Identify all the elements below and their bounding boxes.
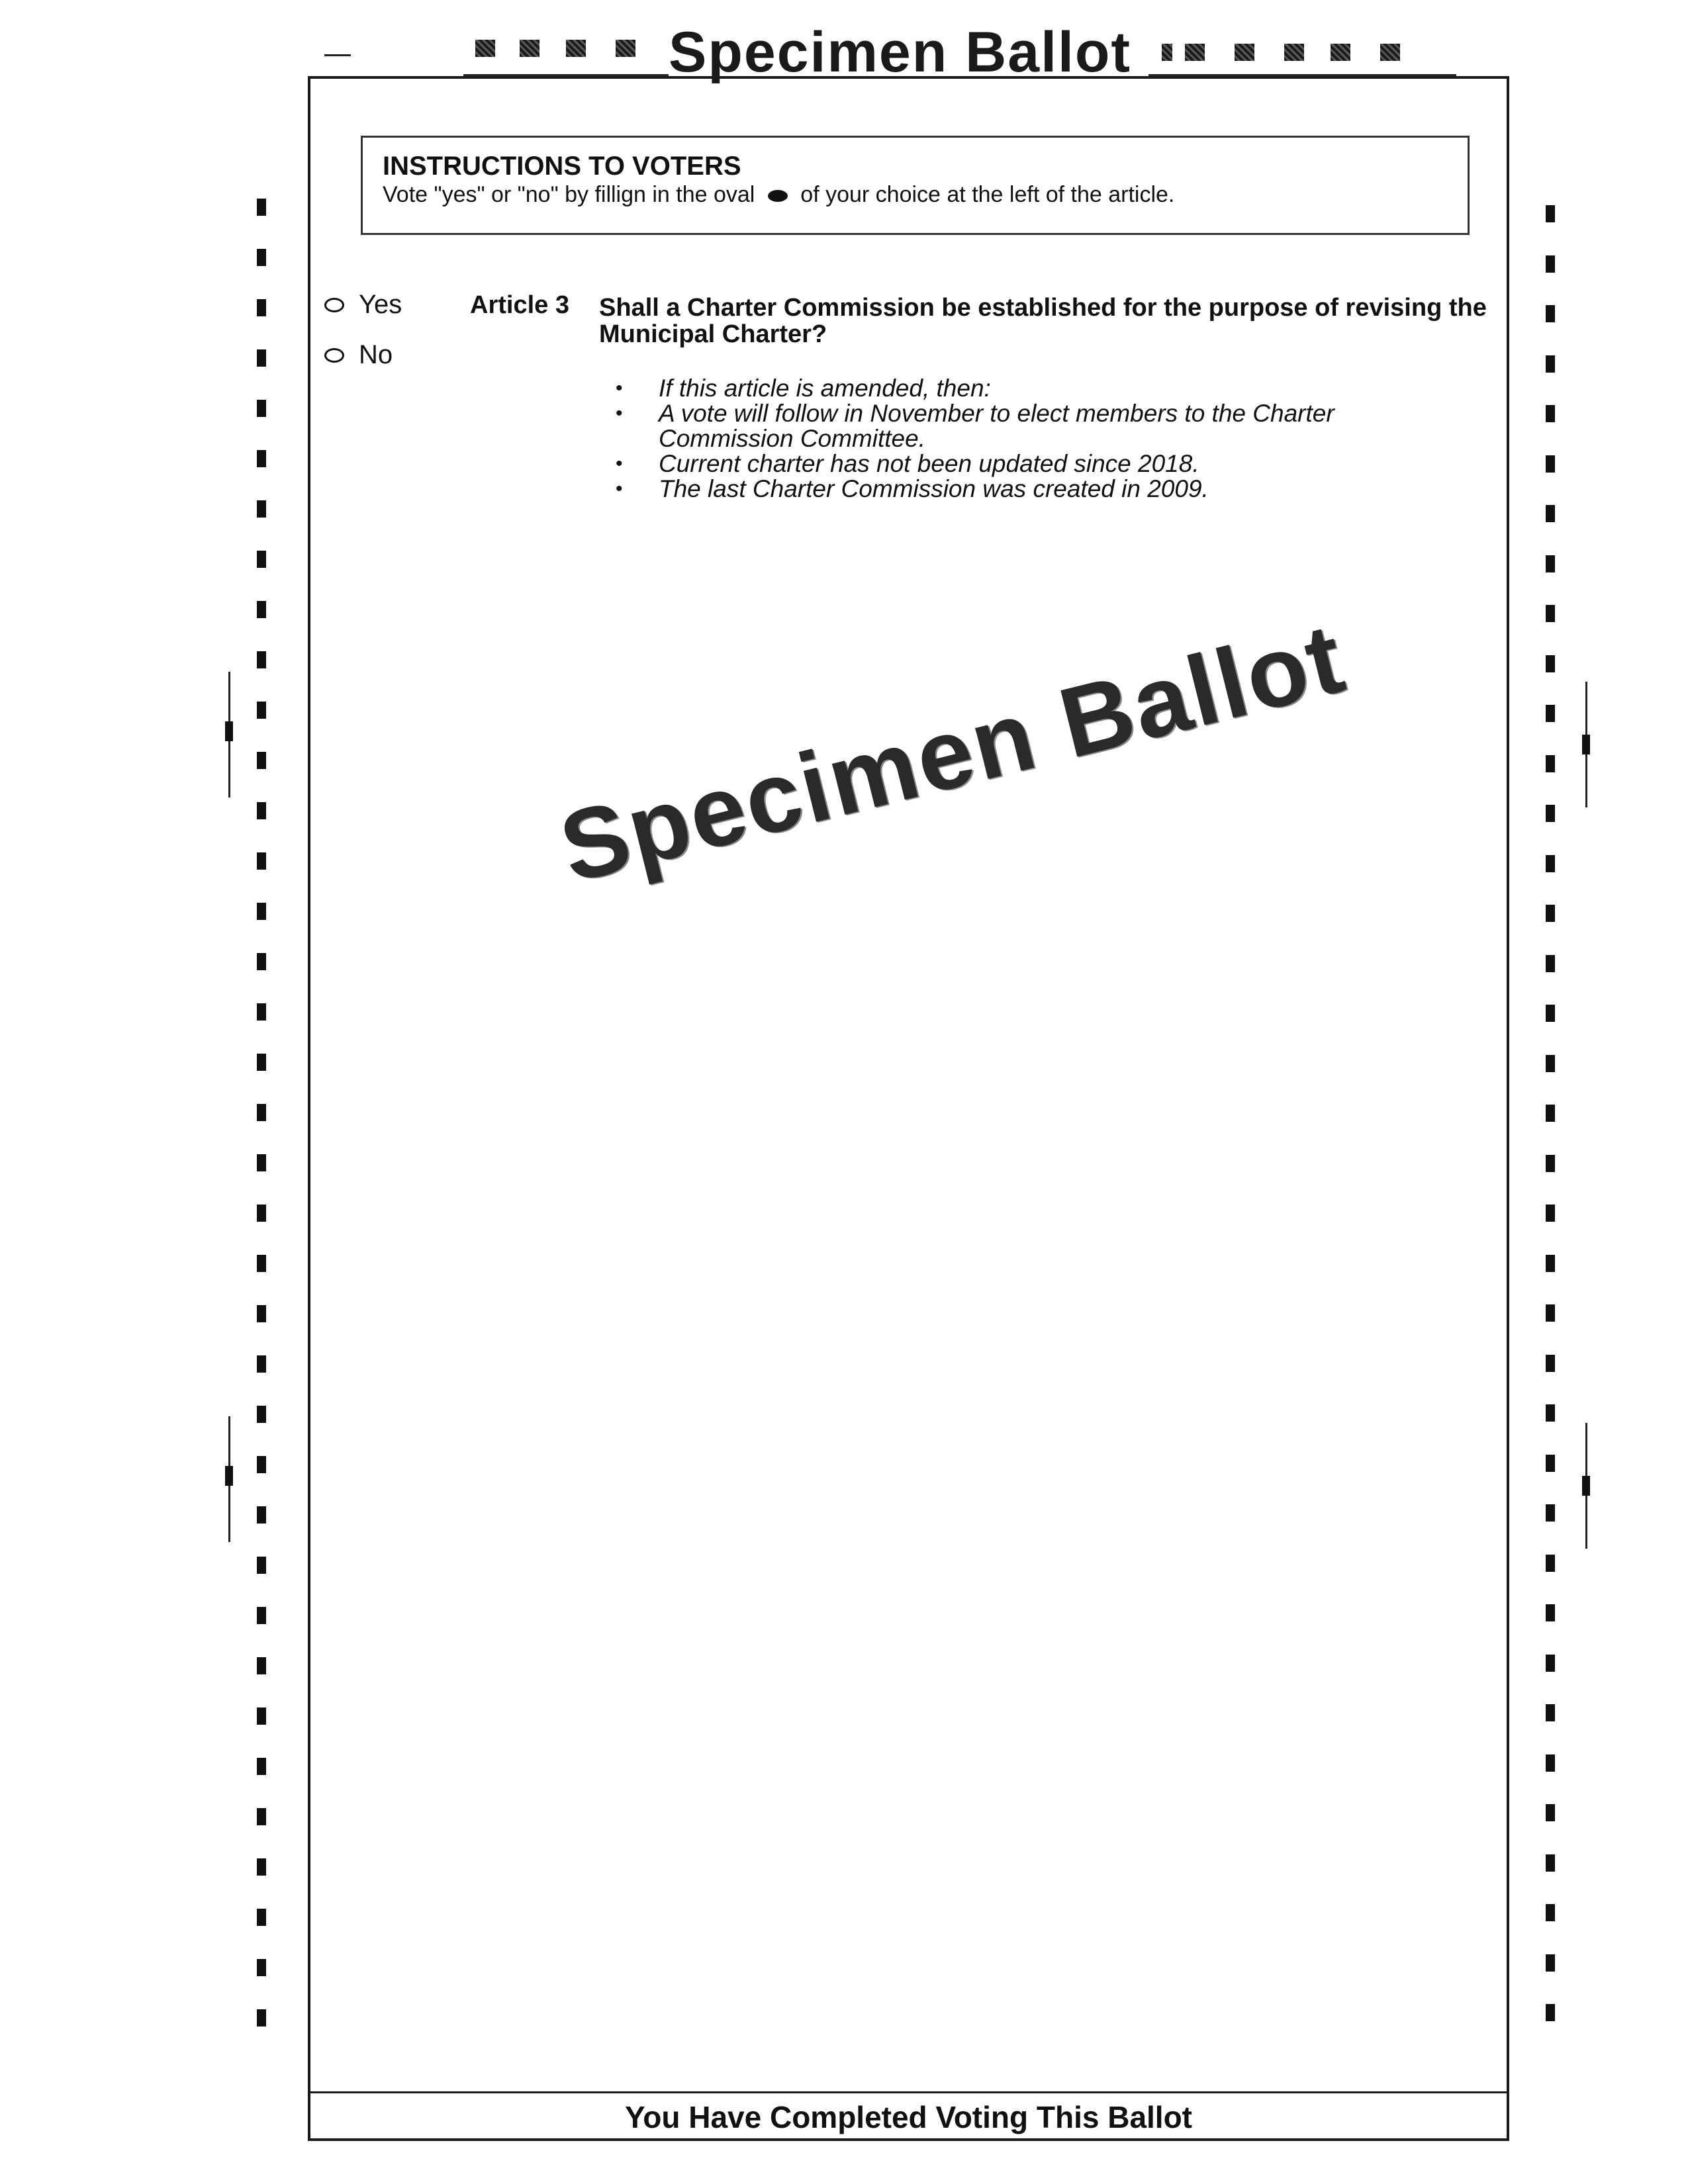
timing-mark: [257, 1104, 266, 1121]
header-rule-left: [324, 54, 351, 56]
timing-mark: [1546, 805, 1555, 822]
timing-mark: [1546, 705, 1555, 722]
timing-mark: [257, 1506, 266, 1524]
right-alignment-tick: [1582, 735, 1590, 754]
header-timing-mark: [1380, 44, 1400, 61]
timing-mark: [257, 852, 266, 870]
timing-mark: [257, 953, 266, 970]
timing-mark: [257, 752, 266, 769]
timing-mark: [1546, 1155, 1555, 1172]
timing-mark: [1546, 2004, 1555, 2021]
article-note: • If this article is amended, then:: [616, 376, 1410, 401]
timing-mark: [257, 450, 266, 467]
timing-mark: [1546, 1205, 1555, 1222]
timing-mark: [257, 1657, 266, 1674]
instructions-text: [383, 181, 1448, 208]
timing-mark: [257, 1255, 266, 1272]
header-timing-mark: [520, 40, 539, 57]
timing-mark: [257, 249, 266, 266]
footer-text: You Have Completed Voting This Ballot: [624, 2100, 1193, 2134]
timing-mark: [257, 199, 266, 216]
timing-mark: [257, 601, 266, 618]
timing-mark: [257, 2009, 266, 2026]
header-timing-mark: [1235, 44, 1254, 61]
timing-mark: [1546, 755, 1555, 772]
timing-mark: [257, 1406, 266, 1423]
header-timing-mark: [566, 40, 586, 57]
left-alignment-tick: [225, 721, 233, 741]
choice-no[interactable]: [324, 340, 393, 370]
timing-mark: [1546, 1304, 1555, 1322]
left-alignment-tick: [225, 1466, 233, 1486]
timing-mark: [1546, 1604, 1555, 1621]
timing-mark: [257, 1909, 266, 1926]
timing-mark: [1546, 405, 1555, 422]
choice-yes[interactable]: [324, 290, 402, 320]
choice-yes-label: Yes: [359, 290, 402, 319]
timing-mark: [257, 1557, 266, 1574]
timing-mark: [257, 1205, 266, 1222]
timing-mark: [1546, 1355, 1555, 1372]
timing-mark: [257, 349, 266, 367]
timing-mark: [257, 802, 266, 819]
header-timing-mark: [475, 40, 495, 57]
timing-mark: [257, 1808, 266, 1825]
header-timing-mark: [1331, 44, 1350, 61]
timing-mark: [1546, 1455, 1555, 1472]
instructions-text-after: of your choice at the left of the article.: [800, 182, 1175, 207]
page-title: Specimen Ballot: [669, 21, 1132, 84]
timing-mark: [257, 702, 266, 719]
timing-mark: [1546, 955, 1555, 972]
timing-mark: [257, 1003, 266, 1021]
timing-mark: [257, 1154, 266, 1171]
timing-mark: [1546, 655, 1555, 672]
timing-mark: [257, 551, 266, 568]
timing-mark: [1546, 1005, 1555, 1022]
header-timing-mark: [1185, 44, 1205, 61]
timing-mark: [257, 1054, 266, 1071]
timing-mark: [1546, 605, 1555, 622]
timing-mark: [257, 299, 266, 316]
choice-no-label: No: [359, 340, 393, 369]
article-question: Shall a Charter Commission be established for the purpose of revising the Municipal Charter?: [599, 294, 1487, 348]
header-timing-mark: [1284, 44, 1304, 61]
timing-mark: [1546, 1255, 1555, 1272]
timing-mark: [1546, 1704, 1555, 1721]
timing-mark: [1546, 1854, 1555, 1872]
timing-mark: [257, 651, 266, 668]
timing-mark: [1546, 1105, 1555, 1122]
timing-mark: [257, 1959, 266, 1976]
article-notes: [616, 376, 1410, 502]
article-label: Article 3: [470, 291, 569, 319]
header-timing-mark: [1162, 44, 1172, 61]
timing-mark: [1546, 905, 1555, 922]
filled-oval-icon: [768, 190, 788, 202]
specimen-watermark: Specimen Ballot: [549, 601, 1356, 903]
timing-mark: [257, 903, 266, 920]
footer-rule: [308, 2091, 1509, 2093]
timing-mark: [257, 1758, 266, 1775]
timing-mark: [1546, 1055, 1555, 1072]
timing-mark: [257, 400, 266, 417]
timing-mark: [1546, 1404, 1555, 1422]
timing-mark: [1546, 1655, 1555, 1672]
instructions-box: [361, 136, 1470, 235]
timing-mark: [1546, 305, 1555, 322]
timing-mark: [257, 1707, 266, 1725]
header-timing-mark: [616, 40, 635, 57]
timing-mark: [1546, 855, 1555, 872]
instructions-text-before: Vote "yes" or "no" by fillign in the oval: [383, 182, 755, 207]
timing-mark: [1546, 1804, 1555, 1821]
article-note: • Current charter has not been updated since 2018.: [616, 451, 1410, 477]
right-alignment-tick: [1582, 1476, 1590, 1496]
timing-mark: [1546, 555, 1555, 572]
timing-mark: [1546, 205, 1555, 222]
timing-mark: [1546, 1504, 1555, 1522]
timing-mark: [1546, 1555, 1555, 1572]
timing-mark: [1546, 455, 1555, 473]
timing-mark: [257, 1456, 266, 1473]
article-note: • A vote will follow in November to elect members to the Charter Commission Committee.: [616, 401, 1410, 451]
timing-mark: [1546, 255, 1555, 273]
timing-mark: [257, 500, 266, 518]
timing-mark: [1546, 1954, 1555, 1972]
timing-mark: [1546, 355, 1555, 373]
timing-mark: [257, 1607, 266, 1624]
timing-mark: [1546, 505, 1555, 522]
timing-mark: [257, 1355, 266, 1373]
timing-mark: [1546, 1754, 1555, 1772]
vote-oval-yes[interactable]: [324, 298, 344, 312]
vote-oval-no[interactable]: [324, 348, 344, 363]
timing-mark: [257, 1858, 266, 1876]
instructions-title: INSTRUCTIONS TO VOTERS: [383, 152, 741, 181]
timing-mark: [1546, 1904, 1555, 1921]
article-note: • The last Charter Commission was created in 2009.: [616, 477, 1410, 502]
timing-mark: [257, 1305, 266, 1322]
